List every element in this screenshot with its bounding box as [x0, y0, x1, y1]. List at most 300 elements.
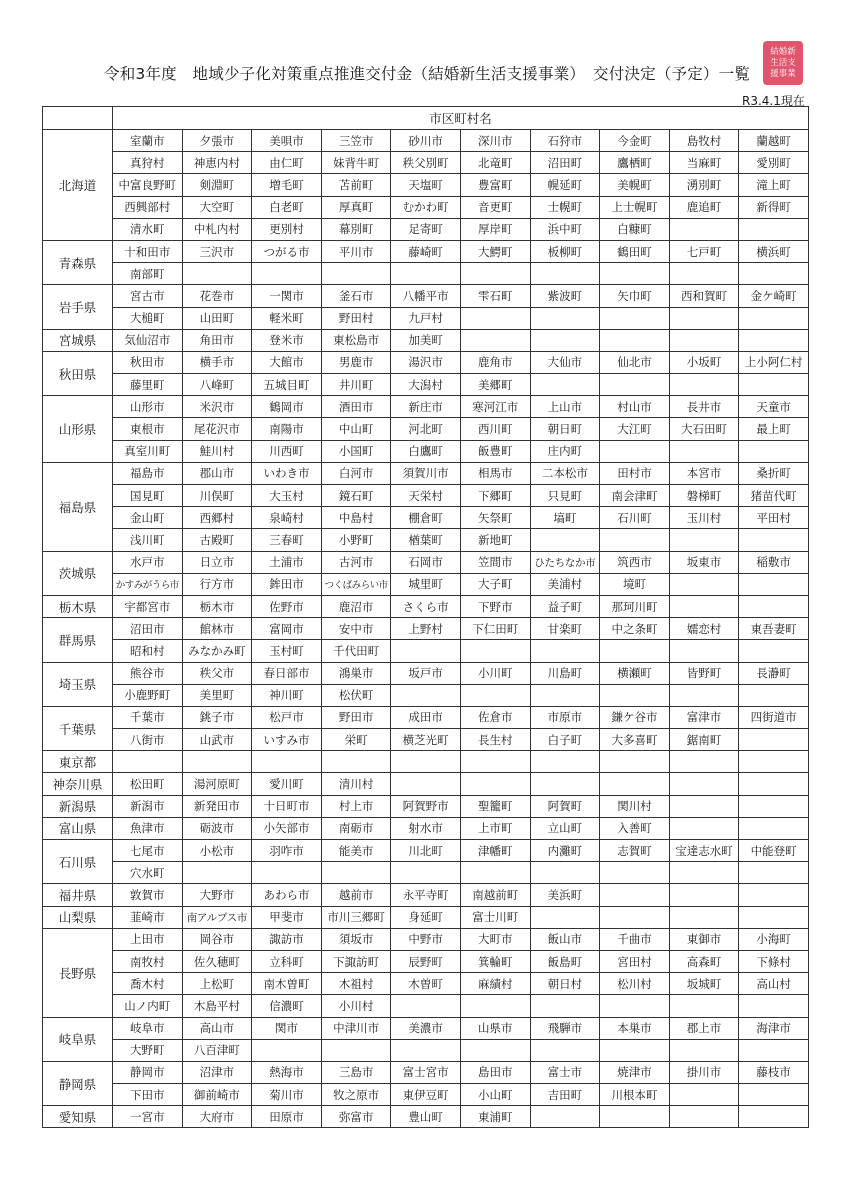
municipality-cell — [669, 751, 739, 773]
municipality-cell: 足寄町 — [391, 218, 461, 240]
municipality-cell: 真室川町 — [113, 440, 183, 462]
prefecture-name: 宮城県 — [43, 329, 113, 351]
municipality-cell: 玉川村 — [669, 507, 739, 529]
table-row — [43, 174, 809, 196]
municipality-cell: 士幌町 — [530, 196, 600, 218]
municipality-cell: 飯山市 — [530, 928, 600, 950]
municipality-cell — [460, 995, 530, 1017]
municipality-cell: 行方市 — [182, 573, 252, 595]
municipality-cell — [739, 729, 809, 751]
municipality-cell — [669, 862, 739, 884]
municipality-cell — [669, 307, 739, 329]
municipality-cell — [739, 1106, 809, 1128]
municipality-cell — [669, 995, 739, 1017]
municipality-cell: いすみ市 — [252, 729, 322, 751]
municipality-cell: 大野市 — [182, 884, 252, 906]
municipality-cell: 館林市 — [182, 618, 252, 640]
municipality-cell: 長井市 — [669, 396, 739, 418]
municipality-cell: 掛川市 — [669, 1061, 739, 1083]
table-row — [43, 817, 809, 839]
municipality-cell: 新地町 — [460, 529, 530, 551]
municipality-cell: 藤枝市 — [739, 1061, 809, 1083]
prefecture-name: 福島県 — [43, 462, 113, 551]
prefecture-name: 愛知県 — [43, 1106, 113, 1128]
municipality-cell — [600, 374, 670, 396]
municipality-cell — [739, 263, 809, 285]
municipality-cell: 石岡市 — [391, 551, 461, 573]
table-row — [43, 440, 809, 462]
municipality-cell: 射水市 — [391, 817, 461, 839]
municipality-cell: 筑西市 — [600, 551, 670, 573]
municipality-cell — [391, 862, 461, 884]
prefecture-name: 埼玉県 — [43, 662, 113, 706]
municipality-cell: 高山市 — [182, 1017, 252, 1039]
municipality-cell — [600, 263, 670, 285]
municipality-cell: 中野市 — [391, 928, 461, 950]
table-row — [43, 462, 809, 484]
municipality-cell: 朝日村 — [530, 973, 600, 995]
municipality-cell: 身延町 — [391, 906, 461, 928]
municipality-cell: 男鹿市 — [321, 351, 391, 373]
municipality-cell: 小川町 — [460, 662, 530, 684]
municipality-cell: 浜中町 — [530, 218, 600, 240]
municipality-cell: 泉崎村 — [252, 507, 322, 529]
prefecture-name: 青森県 — [43, 240, 113, 284]
municipality-cell: 鏡石町 — [321, 485, 391, 507]
prefecture-name: 秋田県 — [43, 351, 113, 395]
municipality-cell: 鴻巣市 — [321, 662, 391, 684]
municipality-cell: 最上町 — [739, 418, 809, 440]
municipality-cell: 白子町 — [530, 729, 600, 751]
municipality-cell — [739, 1084, 809, 1106]
blank-header-cell — [43, 107, 113, 130]
municipality-cell — [460, 684, 530, 706]
municipality-cell — [739, 862, 809, 884]
municipality-cell: 東根市 — [113, 418, 183, 440]
municipality-cell — [530, 751, 600, 773]
municipality-cell — [669, 817, 739, 839]
prefecture-name: 栃木県 — [43, 595, 113, 617]
municipality-cell: 富津市 — [669, 706, 739, 728]
municipality-cell — [669, 640, 739, 662]
municipality-cell — [739, 640, 809, 662]
program-badge — [763, 41, 803, 85]
table-row — [43, 706, 809, 728]
municipality-cell: 東浦町 — [460, 1106, 530, 1128]
municipality-cell: 島田市 — [460, 1061, 530, 1083]
municipality-header: 市区町村名 — [113, 107, 809, 130]
municipality-cell: 中能登町 — [739, 840, 809, 862]
municipality-cell — [530, 906, 600, 928]
municipality-cell — [391, 995, 461, 1017]
municipality-cell: 野田村 — [321, 307, 391, 329]
municipality-cell: 矢巾町 — [600, 285, 670, 307]
municipality-cell: 大野町 — [113, 1039, 183, 1061]
municipality-cell — [530, 307, 600, 329]
municipality-cell: 砺波市 — [182, 817, 252, 839]
municipality-cell: 秩父市 — [182, 662, 252, 684]
table-row — [43, 684, 809, 706]
municipality-cell: 鶴岡市 — [252, 396, 322, 418]
table-row — [43, 152, 809, 174]
municipality-cell: 国見町 — [113, 485, 183, 507]
municipality-cell: 金ケ崎町 — [739, 285, 809, 307]
municipality-cell: 福島市 — [113, 462, 183, 484]
table-row — [43, 329, 809, 351]
municipality-cell: 下諏訪町 — [321, 950, 391, 972]
municipality-cell: 十和田市 — [113, 240, 183, 262]
table-row — [43, 307, 809, 329]
municipality-cell: 市川三郷町 — [321, 906, 391, 928]
municipality-cell: 神恵内村 — [182, 152, 252, 174]
municipality-cell — [321, 751, 391, 773]
prefecture-name: 北海道 — [43, 130, 113, 241]
prefecture-name: 神奈川県 — [43, 773, 113, 795]
badge-line: 援事業 — [770, 68, 796, 79]
municipality-cell: 真狩村 — [113, 152, 183, 174]
municipality-cell: 川島町 — [530, 662, 600, 684]
municipality-cell: 富士宮市 — [391, 1061, 461, 1083]
municipality-cell: 高森町 — [669, 950, 739, 972]
municipality-cell: 南部町 — [113, 263, 183, 285]
municipality-cell: 湯河原町 — [182, 773, 252, 795]
municipality-cell: 鷹栖町 — [600, 152, 670, 174]
municipality-cell: 上田市 — [113, 928, 183, 950]
municipality-cell: つがる市 — [252, 240, 322, 262]
municipality-cell: 下田市 — [113, 1084, 183, 1106]
municipality-cell: 小野町 — [321, 529, 391, 551]
prefecture-name: 千葉県 — [43, 706, 113, 750]
municipality-cell: 南木曽町 — [252, 973, 322, 995]
municipality-cell: あわら市 — [252, 884, 322, 906]
municipality-cell — [460, 307, 530, 329]
municipality-cell: 中之条町 — [600, 618, 670, 640]
municipality-cell: 鹿沼市 — [321, 595, 391, 617]
municipality-cell: 上士幌町 — [600, 196, 670, 218]
municipality-cell: 宮古市 — [113, 285, 183, 307]
municipality-cell — [600, 440, 670, 462]
municipality-cell: 嬬恋村 — [669, 618, 739, 640]
municipality-cell: むかわ町 — [391, 196, 461, 218]
municipality-cell: 宮田村 — [600, 950, 670, 972]
badge-line: 結婚新 — [770, 46, 796, 57]
municipality-cell: 七尾市 — [113, 840, 183, 862]
municipality-cell: 鎌ケ谷市 — [600, 706, 670, 728]
municipality-cell: 御前崎市 — [182, 1084, 252, 1106]
municipality-cell: 藤里町 — [113, 374, 183, 396]
municipality-cell: 松伏町 — [321, 684, 391, 706]
municipality-cell — [391, 640, 461, 662]
municipality-cell: 中山町 — [321, 418, 391, 440]
municipality-cell: 麻績村 — [460, 973, 530, 995]
municipality-cell — [530, 773, 600, 795]
municipality-cell: 下郷町 — [460, 485, 530, 507]
municipality-cell — [600, 773, 670, 795]
municipality-cell: 楢葉町 — [391, 529, 461, 551]
municipality-cell: 相馬市 — [460, 462, 530, 484]
municipality-cell: 鉾田市 — [252, 573, 322, 595]
municipality-cell: 川根本町 — [600, 1084, 670, 1106]
municipality-cell: 喬木村 — [113, 973, 183, 995]
municipality-cell — [739, 884, 809, 906]
municipality-cell: 清水町 — [113, 218, 183, 240]
municipality-cell: 豊富町 — [460, 174, 530, 196]
municipality-cell: 佐久穂町 — [182, 950, 252, 972]
municipality-cell: 由仁町 — [252, 152, 322, 174]
municipality-cell: 皆野町 — [669, 662, 739, 684]
municipality-cell: 酒田市 — [321, 396, 391, 418]
municipality-cell: 豊山町 — [391, 1106, 461, 1128]
municipality-cell — [739, 795, 809, 817]
municipality-cell: 水戸市 — [113, 551, 183, 573]
municipality-cell: 千代田町 — [321, 640, 391, 662]
municipality-cell — [669, 374, 739, 396]
municipality-cell: 今金町 — [600, 130, 670, 152]
municipality-cell: 笠間市 — [460, 551, 530, 573]
municipality-cell: 厚岸町 — [460, 218, 530, 240]
municipality-cell: 八幡平市 — [391, 285, 461, 307]
municipality-cell — [600, 884, 670, 906]
municipality-cell: 金山町 — [113, 507, 183, 529]
municipality-cell: 下野市 — [460, 595, 530, 617]
municipality-cell: 西興部村 — [113, 196, 183, 218]
table-row — [43, 729, 809, 751]
table-row — [43, 240, 809, 262]
municipality-cell: 平田村 — [739, 507, 809, 529]
municipality-cell: 西和賀町 — [669, 285, 739, 307]
municipality-cell: 大潟村 — [391, 374, 461, 396]
municipality-cell: 雫石町 — [460, 285, 530, 307]
table-row — [43, 928, 809, 950]
municipality-cell: 大空町 — [182, 196, 252, 218]
municipality-cell: 千曲市 — [600, 928, 670, 950]
municipality-cell: 宇都宮市 — [113, 595, 183, 617]
municipality-cell — [669, 440, 739, 462]
municipality-cell: 小山町 — [460, 1084, 530, 1106]
municipality-cell: 韮崎市 — [113, 906, 183, 928]
municipality-cell: 入善町 — [600, 817, 670, 839]
municipality-cell: 岡谷市 — [182, 928, 252, 950]
municipality-cell: 南越前町 — [460, 884, 530, 906]
municipality-cell: 増毛町 — [252, 174, 322, 196]
municipality-cell: 二本松市 — [530, 462, 600, 484]
municipality-cell: 山県市 — [460, 1017, 530, 1039]
municipality-cell: 岐阜市 — [113, 1017, 183, 1039]
municipality-cell: 坂城町 — [669, 973, 739, 995]
municipality-cell: 三島市 — [321, 1061, 391, 1083]
municipality-cell: 尾花沢市 — [182, 418, 252, 440]
municipality-cell: 越前市 — [321, 884, 391, 906]
badge-line: 生活支 — [770, 57, 796, 68]
municipality-cell — [600, 529, 670, 551]
municipality-cell: 関市 — [252, 1017, 322, 1039]
municipality-cell: 朝日町 — [530, 418, 600, 440]
table-row — [43, 196, 809, 218]
municipality-cell — [669, 1084, 739, 1106]
municipality-cell — [252, 862, 322, 884]
municipality-cell: 南陽市 — [252, 418, 322, 440]
municipality-cell — [252, 1039, 322, 1061]
municipality-cell: 焼津市 — [600, 1061, 670, 1083]
municipality-cell: 箕輪町 — [460, 950, 530, 972]
municipality-cell: みなかみ町 — [182, 640, 252, 662]
municipality-cell: 鶴田町 — [600, 240, 670, 262]
municipality-cell: 横瀬町 — [600, 662, 670, 684]
municipality-cell — [391, 1039, 461, 1061]
municipality-cell: 鹿角市 — [460, 351, 530, 373]
municipality-cell: 阿賀町 — [530, 795, 600, 817]
municipality-cell — [739, 684, 809, 706]
municipality-cell — [669, 884, 739, 906]
municipality-cell: 天塩町 — [391, 174, 461, 196]
municipality-cell: 河北町 — [391, 418, 461, 440]
table-row — [43, 551, 809, 573]
municipality-cell: 登米市 — [252, 329, 322, 351]
municipality-cell: 大多喜町 — [600, 729, 670, 751]
municipality-cell: 島牧村 — [669, 130, 739, 152]
municipality-cell — [530, 640, 600, 662]
municipality-cell — [391, 773, 461, 795]
municipality-cell: 魚津市 — [113, 817, 183, 839]
municipality-cell: 本巣市 — [600, 1017, 670, 1039]
municipality-cell — [739, 529, 809, 551]
municipality-cell: 富岡市 — [252, 618, 322, 640]
municipality-cell: 東伊豆町 — [391, 1084, 461, 1106]
municipality-cell: 湧別町 — [669, 174, 739, 196]
municipality-cell: 板柳町 — [530, 240, 600, 262]
prefecture-name: 岩手県 — [43, 285, 113, 329]
grant-table — [42, 106, 809, 1128]
municipality-cell: 大江町 — [600, 418, 670, 440]
table-row — [43, 218, 809, 240]
municipality-cell: 小矢部市 — [252, 817, 322, 839]
municipality-cell — [600, 640, 670, 662]
prefecture-name: 静岡県 — [43, 1061, 113, 1105]
municipality-cell: 宝達志水町 — [669, 840, 739, 862]
municipality-cell: 甘楽町 — [530, 618, 600, 640]
municipality-cell: 那珂川町 — [600, 595, 670, 617]
municipality-cell: 中津川市 — [321, 1017, 391, 1039]
municipality-cell: 美郷町 — [460, 374, 530, 396]
municipality-cell: つくばみらい市 — [321, 573, 391, 595]
municipality-cell: 美幌町 — [600, 174, 670, 196]
municipality-cell: 古河市 — [321, 551, 391, 573]
municipality-cell: 大玉村 — [252, 485, 322, 507]
municipality-cell — [321, 1039, 391, 1061]
table-row — [43, 773, 809, 795]
municipality-cell — [669, 795, 739, 817]
table-row — [43, 396, 809, 418]
municipality-cell: 聖籠町 — [460, 795, 530, 817]
municipality-cell — [739, 374, 809, 396]
municipality-cell: 松戸市 — [252, 706, 322, 728]
municipality-cell: 南アルプス市 — [182, 906, 252, 928]
municipality-cell: 松川村 — [600, 973, 670, 995]
municipality-cell — [669, 329, 739, 351]
municipality-cell: 白鷹町 — [391, 440, 461, 462]
prefecture-name: 茨城県 — [43, 551, 113, 595]
municipality-cell: 城里町 — [391, 573, 461, 595]
municipality-cell: 沼津市 — [182, 1061, 252, 1083]
municipality-cell: 美里町 — [182, 684, 252, 706]
municipality-cell: 新発田市 — [182, 795, 252, 817]
municipality-cell — [739, 906, 809, 928]
table-row — [43, 1084, 809, 1106]
municipality-cell: 吉田町 — [530, 1084, 600, 1106]
municipality-cell: 磐梯町 — [669, 485, 739, 507]
municipality-cell: 静岡市 — [113, 1061, 183, 1083]
municipality-cell: 室蘭市 — [113, 130, 183, 152]
municipality-cell: 本宮市 — [669, 462, 739, 484]
municipality-cell — [600, 307, 670, 329]
municipality-cell: 中島村 — [321, 507, 391, 529]
table-row — [43, 529, 809, 551]
municipality-cell: 当麻町 — [669, 152, 739, 174]
municipality-cell — [669, 1106, 739, 1128]
municipality-cell — [669, 263, 739, 285]
municipality-cell: 東松島市 — [321, 329, 391, 351]
municipality-cell: 益子町 — [530, 595, 600, 617]
municipality-cell: 角田市 — [182, 329, 252, 351]
municipality-cell: 幌延町 — [530, 174, 600, 196]
municipality-cell: 九戸村 — [391, 307, 461, 329]
municipality-cell: 中富良野町 — [113, 174, 183, 196]
municipality-cell: 坂東市 — [669, 551, 739, 573]
municipality-cell — [669, 684, 739, 706]
municipality-cell: 只見町 — [530, 485, 600, 507]
municipality-cell: いわき市 — [252, 462, 322, 484]
municipality-cell: 佐倉市 — [460, 706, 530, 728]
municipality-cell: 西川町 — [460, 418, 530, 440]
municipality-cell: 大府市 — [182, 1106, 252, 1128]
municipality-cell: 山形市 — [113, 396, 183, 418]
municipality-cell: 八峰町 — [182, 374, 252, 396]
municipality-cell: 川北町 — [391, 840, 461, 862]
municipality-cell: 藤崎町 — [391, 240, 461, 262]
table-row — [43, 995, 809, 1017]
municipality-cell — [739, 440, 809, 462]
municipality-cell: 横浜町 — [739, 240, 809, 262]
municipality-cell: 木島平村 — [182, 995, 252, 1017]
prefecture-name: 山梨県 — [43, 906, 113, 928]
municipality-cell — [321, 862, 391, 884]
municipality-cell: 湯沢市 — [391, 351, 461, 373]
table-row — [43, 862, 809, 884]
municipality-cell: 東御市 — [669, 928, 739, 950]
municipality-cell: 昭和村 — [113, 640, 183, 662]
municipality-cell — [391, 684, 461, 706]
table-row — [43, 751, 809, 773]
table-row — [43, 595, 809, 617]
municipality-cell — [600, 906, 670, 928]
municipality-cell: 塙町 — [530, 507, 600, 529]
table-row — [43, 973, 809, 995]
table-row — [43, 840, 809, 862]
municipality-cell: 桑折町 — [739, 462, 809, 484]
municipality-cell: 寒河江市 — [460, 396, 530, 418]
municipality-cell: 栄町 — [321, 729, 391, 751]
prefecture-name: 山形県 — [43, 396, 113, 463]
grant-table-body — [43, 107, 809, 1128]
municipality-cell: 日立市 — [182, 551, 252, 573]
municipality-cell — [113, 751, 183, 773]
municipality-cell — [739, 751, 809, 773]
municipality-cell: 神川町 — [252, 684, 322, 706]
table-row — [43, 351, 809, 373]
municipality-cell — [530, 862, 600, 884]
municipality-cell: 釜石市 — [321, 285, 391, 307]
prefecture-name: 岐阜県 — [43, 1017, 113, 1061]
